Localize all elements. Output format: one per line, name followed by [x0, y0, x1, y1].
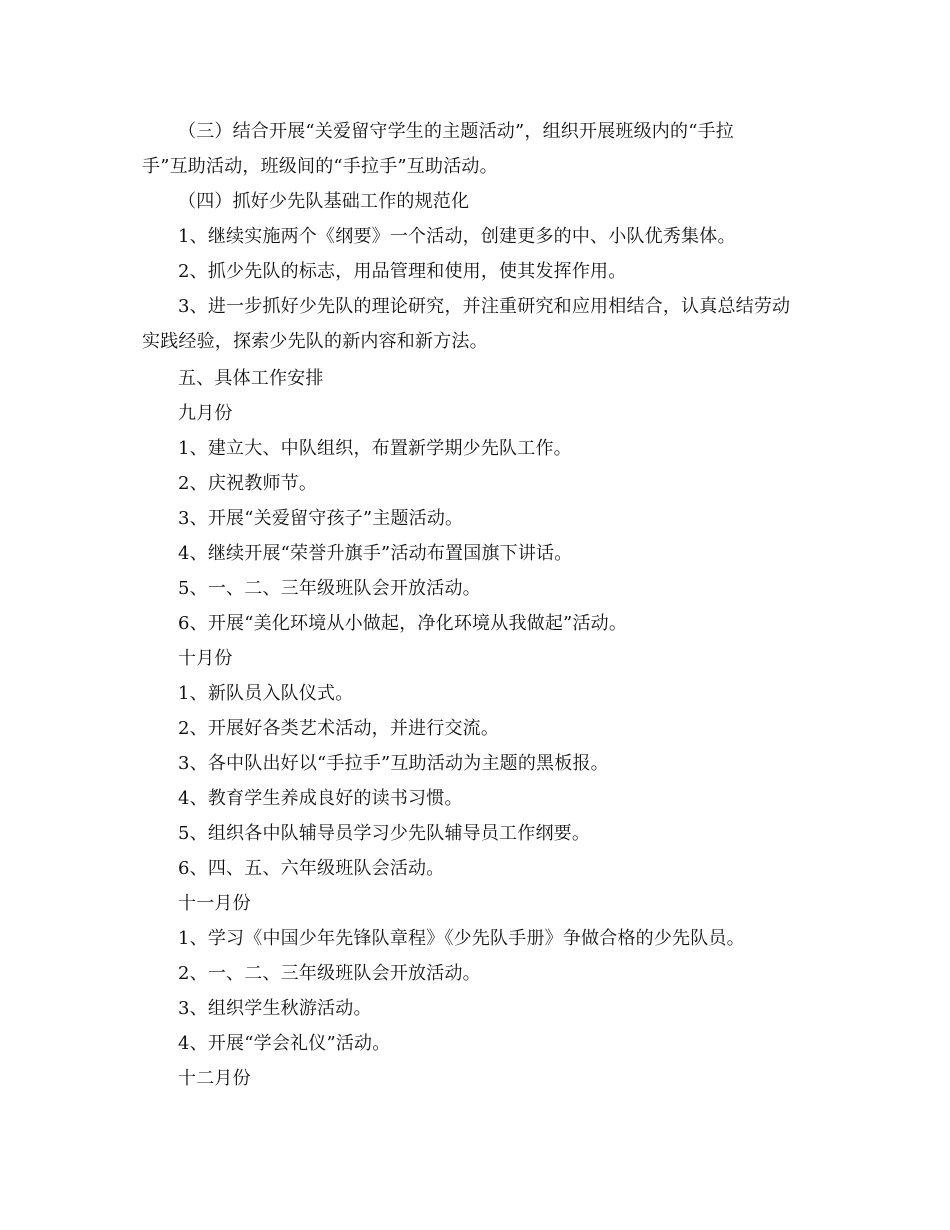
month-heading: 十二月份 — [178, 1068, 251, 1089]
list-item: 2、一、二、三年级班队会开放活动。 — [178, 963, 481, 984]
list-item: 5、一、二、三年级班队会开放活动。 — [178, 578, 481, 599]
section-heading: 五、具体工作安排 — [178, 368, 324, 389]
paragraph-line: 手”互助活动，班级间的“手拉手”互助活动。 — [142, 156, 498, 177]
list-item: 5、组织各中队辅导员学习少先队辅导员工作纲要。 — [178, 823, 591, 844]
list-item: 6、开展“美化环境从小做起，净化环境从我做起”活动。 — [178, 613, 628, 634]
list-item: 2、开展好各类艺术活动，并进行交流。 — [178, 718, 500, 739]
list-item: 4、教育学生养成良好的读书习惯。 — [178, 788, 463, 809]
list-item: 1、学习《中国少年先锋队章程》《少先队手册》争做合格的少先队员。 — [178, 928, 745, 949]
list-item: 3、进一步抓好少先队的理论研究，并注重研究和应用相结合，认真总结劳动 — [178, 296, 791, 317]
list-item: 2、庆祝教师节。 — [178, 473, 318, 494]
list-item: 3、开展“关爱留守孩子”主题活动。 — [178, 508, 464, 529]
list-item-continuation: 实践经验，探索少先队的新内容和新方法。 — [142, 331, 488, 352]
list-item: 4、继续开展“荣誉升旗手”活动布置国旗下讲话。 — [178, 543, 573, 564]
list-item: 4、开展“学会礼仪”活动。 — [178, 1033, 391, 1054]
list-item: 3、组织学生秋游活动。 — [178, 998, 372, 1019]
list-item: 1、新队员入队仪式。 — [178, 683, 354, 704]
section-heading: （四）抓好少先队基础工作的规范化 — [178, 191, 470, 212]
month-heading: 九月份 — [178, 403, 233, 424]
paragraph-line: （三）结合开展“关爱留守学生的主题活动”，组织开展班级内的“手拉 — [178, 121, 735, 142]
month-heading: 十月份 — [178, 648, 233, 669]
list-item: 1、建立大、中队组织，布置新学期少先队工作。 — [178, 438, 572, 459]
list-item: 6、四、五、六年级班队会活动。 — [178, 858, 445, 879]
list-item: 1、继续实施两个《纲要》一个活动，创建更多的中、小队优秀集体。 — [178, 226, 736, 247]
list-item: 3、各中队出好以“手拉手”互助活动为主题的黑板报。 — [178, 753, 609, 774]
month-heading: 十一月份 — [178, 893, 251, 914]
list-item: 2、抓少先队的标志，用品管理和使用，使其发挥作用。 — [178, 261, 627, 282]
